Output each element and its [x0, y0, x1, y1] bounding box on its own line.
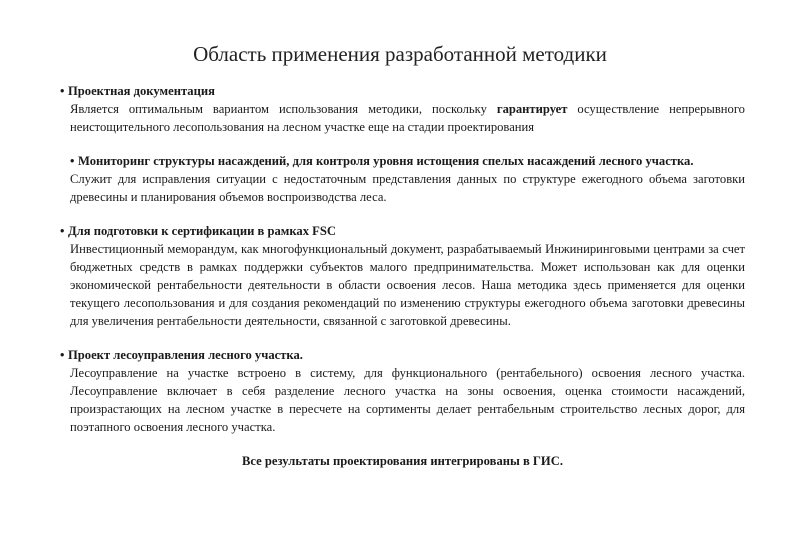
section-heading: [60, 82, 745, 100]
section-forest-management: [60, 346, 745, 436]
section-design-documentation: [60, 82, 745, 136]
bullet-icon: •: [60, 348, 65, 362]
section-body: Служит для исправления ситуации с недостаточным представления данных по структуре ежегодного объема заготовки древесины и планирования объемов воспроизводства леса.: [70, 172, 745, 204]
section-body: Лесоуправление на участке встроено в систему, для функционального (рентабельного) освоения лесного участка. Лесоуправление включает в себя разделение лесного участка на зоны освоения, оценка стоимости насаждений, произрастающих на лесном участке в пересчете на сортименты делает рентабельным строительство лесных дорог, для поэтапного освоения лесного участка.: [70, 366, 745, 434]
body-emphasis: гарантирует: [496, 102, 568, 116]
heading-text: Проект лесоуправления лесного участка.: [68, 348, 303, 362]
heading-text: Проектная документация: [68, 84, 215, 98]
slide-content: [60, 82, 745, 470]
section-heading: [60, 152, 745, 170]
section-body: [60, 100, 745, 136]
conclusion-text: Все результаты проектирования интегрированы в ГИС.: [242, 454, 563, 468]
section-body: Инвестиционный меморандум, как многофункциональный документ, разрабатываемый Инжиниринговыми центрами за счет бюджетных средств в рамках поддержки субъектов малого предпринимательства. Может использован как для оценки экономической рентабельности деятельности в области освоения лесов. Наша методика здесь применяется для оценки текущего лесопользования и для создания рекомендаций по изменению структуры ежегодного объема заготовки древесины для увеличения рентабельности деятельности, связанной с заготовкой древесины.: [70, 242, 745, 328]
section-heading: [60, 346, 745, 364]
heading-text: Мониторинг структуры насаждений, для контроля уровня истощения спелых насаждений лесного участка.: [78, 154, 694, 168]
section-fsc-certification: [60, 222, 745, 330]
body-text-part: осуществление непрерывного неистощительного лесопользования на лесном участке еще на стадии проектирования: [70, 102, 745, 134]
heading-text: Для подготовки к сертификации в рамках FSC: [68, 224, 336, 238]
section-monitoring: [60, 152, 745, 206]
bullet-icon: •: [70, 154, 75, 168]
bullet-icon: •: [60, 224, 65, 238]
bullet-icon: •: [60, 84, 65, 98]
section-heading: [60, 222, 745, 240]
slide-title: Область применения разработанной методики: [193, 42, 607, 66]
body-text-part: Является оптимальным вариантом использования методики, поскольку: [70, 102, 497, 116]
